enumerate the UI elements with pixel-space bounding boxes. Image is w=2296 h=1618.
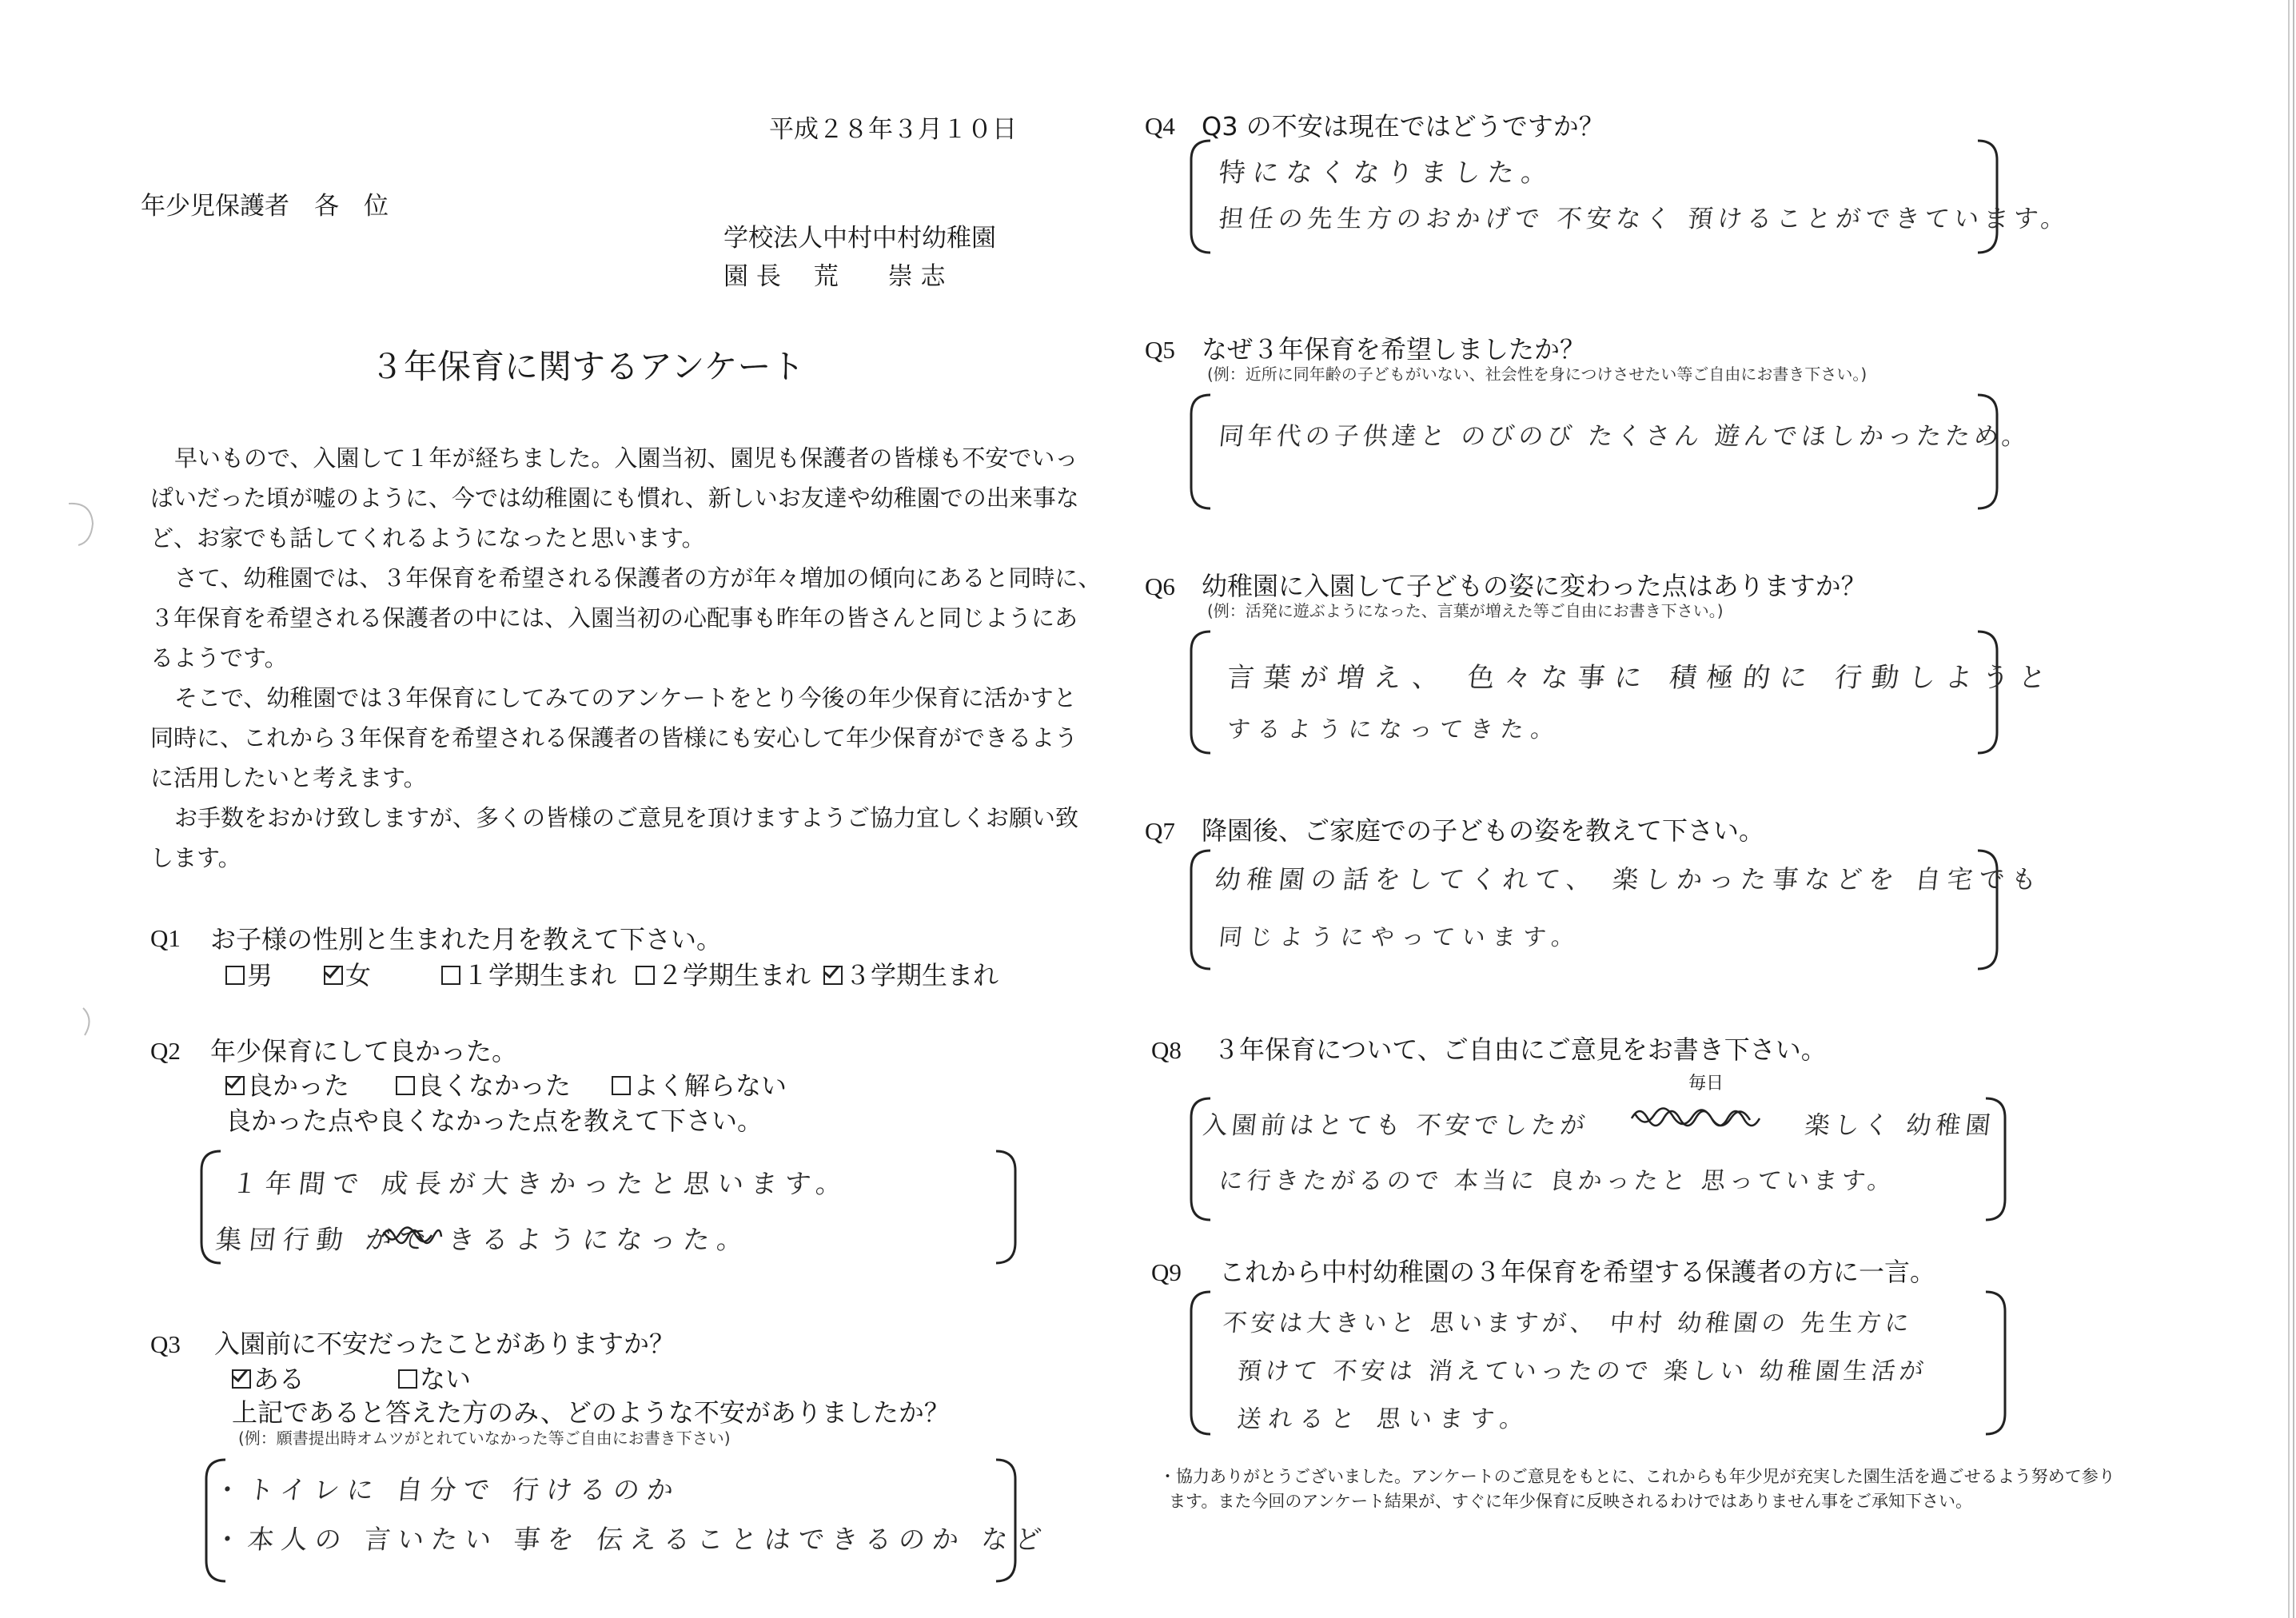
q1-option-term1[interactable]: １学期生まれ (441, 955, 616, 992)
q2-option-bad[interactable]: 良くなかった (396, 1066, 571, 1102)
q5-example: (例：近所に同年齢の子どもがいない、社会性を身につけさせたい等ご自由にお書き下さい。) (1207, 365, 1867, 384)
q6-answer-line: 言葉が増え、 色々な事に 積極的に 行動しようと (1225, 662, 2058, 694)
q1-option-female[interactable]: 女 (324, 955, 371, 992)
q6-example: (例：活発に遊ぶようになった、言葉が増えた等ご自由にお書き下さい。) (1207, 601, 1724, 620)
intro-line: に活用したいと考えます。 (150, 764, 427, 791)
intro-line: お手数をおかけ致しますが、多くの皆様のご意見を頂けますようご協力宜しくお願い致 (174, 804, 1079, 831)
q3-question: 入園前に不安だったことがありますか？ (214, 1329, 676, 1359)
q8-label: Q8 (1151, 1036, 1182, 1064)
intro-line: るようです。 (150, 644, 288, 672)
q1-label: Q1 (150, 924, 181, 952)
q7-label: Q7 (1145, 817, 1175, 845)
q5-question: なぜ３年保育を希望しましたか？ (1202, 334, 1586, 365)
q2-answer-line: 集団行動 がで きるようになった。 (213, 1224, 752, 1255)
checkbox[interactable] (612, 1076, 631, 1095)
checkbox[interactable] (398, 1369, 417, 1389)
q2-subquestion: 良かった点や良くなかった点を教えて下さい。 (225, 1106, 763, 1136)
checkbox-checked[interactable] (232, 1369, 251, 1389)
q4-answer-line: 担任の先生方のおかげで 不安なく 預けることができています。 (1217, 205, 2072, 233)
q1-option-term3[interactable]: ３学期生まれ (823, 955, 999, 992)
q2-answer-line: １年間で 成長が大きかったと思います。 (229, 1168, 851, 1199)
checkbox[interactable] (396, 1076, 415, 1095)
q2-question: 年少保育にして良かった。 (210, 1036, 518, 1066)
scribble-mark (1627, 1101, 1771, 1134)
q4-question: Q3 の不安は現在ではどうですか？ (1202, 111, 1604, 141)
intro-line: ぱいだった頃が嘘のように、今では幼稚園にも慣れ、新しいお友達や幼稚園での出来事な (150, 484, 1079, 512)
q6-answer-line: するようになってきた。 (1226, 715, 1563, 743)
q4-answer-line: 特になくなりました。 (1217, 157, 1557, 188)
q3-answer-line: ・本人の 言いたい 事を 伝えることはできるのか など (212, 1524, 1050, 1555)
q8-answer-line: に行きたがるので 本当に 良かったと 思っています。 (1217, 1167, 1897, 1195)
intro-line: ど、お家でも話してくれるようになったと思います。 (150, 524, 705, 552)
q1-question: お子様の性別と生まれた月を教えて下さい。 (210, 924, 723, 954)
intro-line: 同時に、これから３年保育を希望される保護者の皆様にも安心して年少保育ができるよう (150, 724, 1078, 751)
intro-line: します。 (150, 844, 241, 871)
q2-option-unsure[interactable]: よく解らない (612, 1066, 787, 1102)
scan-edge-line (2293, 0, 2294, 1618)
q3-label: Q3 (150, 1330, 181, 1358)
q3-option-no[interactable]: ない (398, 1359, 471, 1396)
q3-option-yes[interactable]: ある (232, 1359, 305, 1396)
addressee: 年少児保護者 各 位 (141, 192, 389, 221)
document-date: 平成２８年３月１０日 (769, 115, 1017, 144)
footer-line: ・協力ありがとうございました。アンケートのご意見をもとに、これからも年少児が充実した園生活を過ごせるよう努めて参り (1159, 1467, 2115, 1486)
checkbox[interactable] (636, 966, 655, 985)
q1-option-male[interactable]: 男 (225, 955, 273, 992)
scan-mark (62, 496, 102, 552)
school-name: 学校法人中村中村幼稚園 (723, 224, 996, 253)
q3-answer-line: ・トイレに 自分で 行けるのか (212, 1474, 683, 1505)
q9-question: これから中村幼稚園の３年保育を希望する保護者の方に一言。 (1219, 1257, 1936, 1287)
q8-inserted-word: 毎日 (1688, 1074, 1724, 1094)
q2-option-good[interactable]: 良かった (225, 1066, 349, 1102)
director-name: 園 長 荒 崇 志 (723, 262, 946, 291)
q6-question: 幼稚園に入園して子どもの姿に変わった点はありますか？ (1202, 571, 1867, 601)
q8-question: ３年保育について、ご自由にご意見をお書き下さい。 (1214, 1034, 1827, 1065)
q6-label: Q6 (1145, 572, 1175, 600)
q9-answer-line: 不安は大きいと 思いますが、 中村 幼稚園の 先生方に (1221, 1309, 1915, 1337)
checkbox-checked[interactable] (225, 1076, 245, 1095)
checkbox[interactable] (225, 966, 245, 985)
q4-label: Q4 (1145, 112, 1175, 140)
q7-question: 降園後、ご家庭での子どもの姿を教えて下さい。 (1202, 815, 1765, 846)
q1-option-term2[interactable]: ２学期生まれ (636, 955, 811, 992)
scribble-mark (377, 1221, 446, 1249)
scan-edge-line (2288, 0, 2290, 1618)
page-title: ３年保育に関するアンケート (370, 347, 805, 386)
intro-line: 早いもので、入園して１年が経ちました。入園当初、園児も保護者の皆様も不安でいっ (174, 444, 1078, 472)
intro-paragraph (150, 438, 1101, 878)
q9-label: Q9 (1151, 1258, 1182, 1286)
intro-line: ３年保育を希望される保護者の中には、入園当初の心配事も昨年の皆さんと同じようにあ (150, 604, 1078, 632)
checkbox[interactable] (441, 966, 460, 985)
q2-label: Q2 (150, 1037, 181, 1065)
q9-answer-line: 預けて 不安は 消えていったので 楽しい 幼稚園生活が (1235, 1357, 1929, 1385)
q3-subquestion: 上記であると答えた方のみ、どのような不安がありましたか？ (232, 1397, 950, 1428)
q5-label: Q5 (1145, 336, 1175, 364)
q9-answer-line: 送れると 思います。 (1235, 1405, 1533, 1433)
q7-answer-line: 幼稚園の話をしてくれて、 楽しかった事などを 自宅でも (1213, 864, 2045, 895)
q7-answer-line: 同じようにやっています。 (1218, 923, 1584, 950)
intro-line: そこで、幼稚園では３年保育にしてみてのアンケートをとり今後の年少保育に活かすと (174, 684, 1077, 711)
q3-example: (例：願書提出時オムツがとれていなかった等ご自由にお書き下さい) (238, 1429, 731, 1448)
scan-mark (77, 1003, 101, 1043)
q8-answer-line: 入園前はとても 不安でしたが (1201, 1111, 1591, 1140)
q5-answer-line: 同年代の子供達と のびのび たくさん 遊んでほしかったため。 (1217, 422, 2032, 451)
checkbox-checked[interactable] (823, 966, 843, 985)
q5-answer-bracket (1186, 392, 2002, 512)
footer-note (1159, 1465, 2115, 1514)
footer-line: ます。また今回のアンケート結果が、すぐに年少保育に反映されるわけではありません事をご承知下さい。 (1169, 1492, 1973, 1511)
checkbox-checked[interactable] (324, 966, 343, 985)
intro-line: さて、幼稚園では、３年保育を希望される保護者の方が年々増加の傾向にあると同時に、 (174, 564, 1102, 592)
q8-answer-line: 楽しく 幼稚園 (1803, 1111, 1997, 1140)
